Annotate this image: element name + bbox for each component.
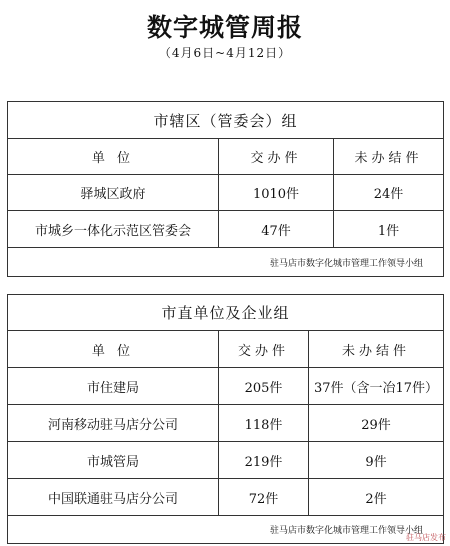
assigned-cell: 219件 (219, 442, 309, 479)
assigned-cell: 205件 (219, 368, 309, 405)
table-row (8, 405, 444, 442)
header-unit: 单 位 (8, 331, 219, 368)
table-row (8, 211, 444, 248)
table-row (8, 368, 444, 405)
header-assigned: 交办件 (219, 139, 334, 175)
unresolved-cell: 9件 (309, 442, 444, 479)
unit-cell: 驿城区政府 (8, 175, 219, 211)
unresolved-cell: 29件 (309, 405, 444, 442)
assigned-cell: 118件 (219, 405, 309, 442)
header-unresolved: 未办结件 (309, 331, 444, 368)
header-unit: 单 位 (8, 139, 219, 175)
unit-cell: 中国联通驻马店分公司 (8, 479, 219, 516)
date-range: （4月6日~4月12日） (158, 46, 292, 60)
unresolved-cell: 1件 (334, 211, 444, 248)
unit-cell: 市城乡一体化示范区管委会 (8, 211, 219, 248)
table-row (8, 442, 444, 479)
assigned-cell: 1010件 (219, 175, 334, 211)
district-group-table (7, 101, 444, 277)
table-caption: 市直单位及企业组 (8, 295, 444, 331)
header-unresolved: 未办结件 (334, 139, 444, 175)
assigned-cell: 47件 (219, 211, 334, 248)
table-caption: 市辖区（管委会）组 (8, 102, 444, 139)
municipal-group-table (7, 294, 444, 544)
unit-cell: 市城管局 (8, 442, 219, 479)
table-row (8, 479, 444, 516)
unresolved-cell: 2件 (309, 479, 444, 516)
issuer-note: 驻马店市数字化城市管理工作领导小组 (8, 516, 444, 544)
unresolved-cell: 37件（含一冶17件） (309, 368, 444, 405)
issuer-note: 驻马店市数字化城市管理工作领导小组 (8, 248, 444, 277)
header-assigned: 交办件 (219, 331, 309, 368)
table-row (8, 175, 444, 211)
report-title: 数字城管周报 (146, 13, 303, 42)
source-watermark: 驻马店发布 (406, 533, 446, 542)
unit-cell: 市住建局 (8, 368, 219, 405)
unit-cell: 河南移动驻马店分公司 (8, 405, 219, 442)
assigned-cell: 72件 (219, 479, 309, 516)
unresolved-cell: 24件 (334, 175, 444, 211)
